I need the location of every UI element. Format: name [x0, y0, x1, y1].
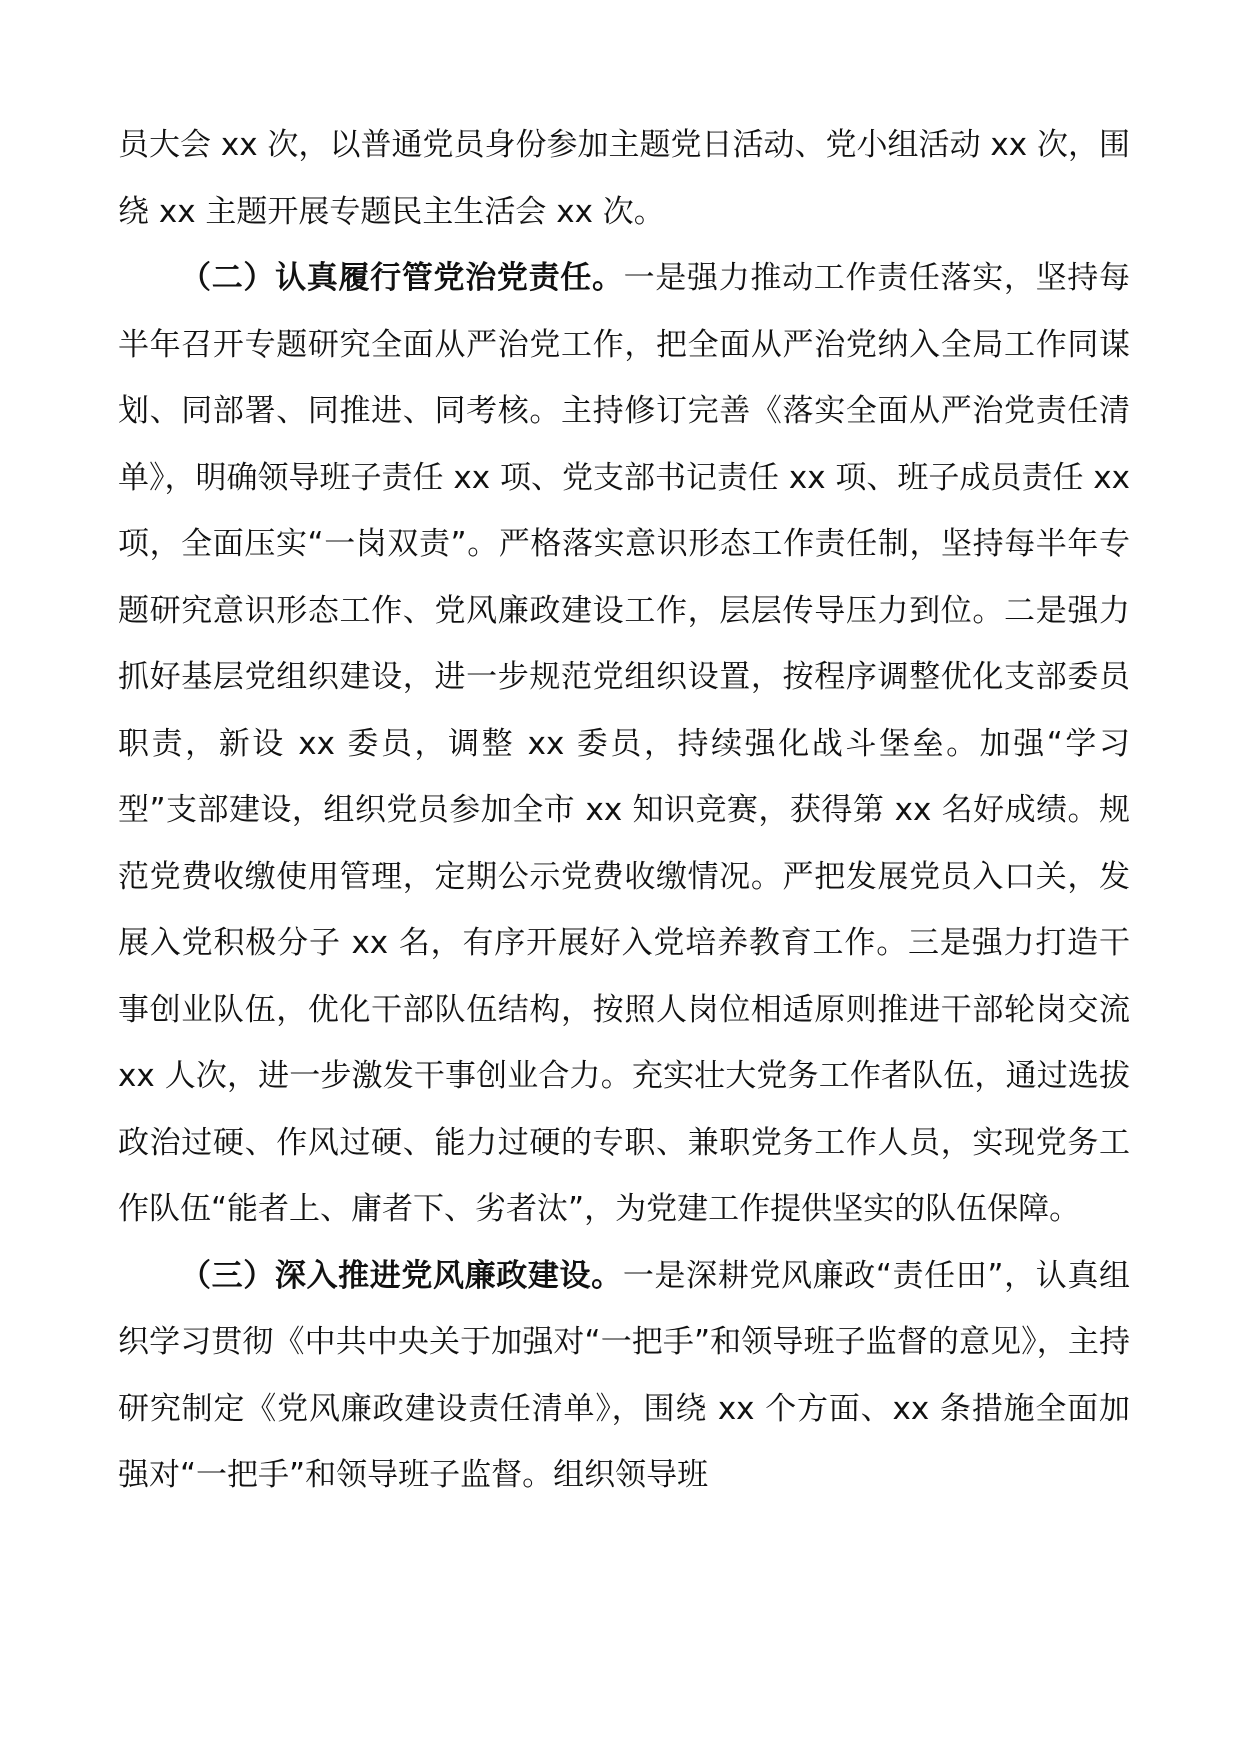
paragraph-section-2	[118, 245, 1130, 1243]
paragraph-text: 一是强力推动工作责任落实，坚持每半年召开专题研究全面从严治党工作，把全面从严治党纳入全局工作同谋划、同部署、同推进、同考核。主持修订完善《落实全面从严治党责任清单》，明确领导班子责任 xx 项、党支部书记责任 xx 项、班子成员责任 xx 项，全面压实“一岗双责”。严格落实意识形态工作责任制，坚持每半年专题研究意识形态工作、党风廉政建设工作，层层传导压力到位。二是强力抓好基层党组织建设，进一步规范党组织设置，按程序调整优化支部委员职责，新设 xx 委员，调整 xx 委员，持续强化战斗堡垒。加强“学习型”支部建设，组织党员参加全市 xx 知识竞赛，获得第 xx 名好成绩。规范党费收缴使用管理，定期公示党费收缴情况。严把发展党员入口关，发展入党积极分子 xx 名，有序开展好入党培养教育工作。三是强力打造干事创业队伍，优化干部队伍结构，按照人岗位相适原则推进干部轮岗交流 xx 人次，进一步激发干事创业合力。充实壮大党务工作者队伍，通过选拔政治过硬、作风过硬、能力过硬的专职、兼职党务工作人员，实现党务工作队伍“能者上、庸者下、劣者汰”，为党建工作提供坚实的队伍保障。	[118, 260, 1130, 1227]
paragraph-continuation	[118, 112, 1130, 245]
document-body	[118, 112, 1130, 1509]
section-heading: （二）认真履行管党治党责任。	[180, 260, 624, 296]
paragraph-text: 一是深耕党风廉政“责任田”，认真组织学习贯彻《中共中央关于加强对“一把手”和领导班子监督的意见》，主持研究制定《党风廉政建设责任清单》，围绕 xx 个方面、xx 条措施全面加强对“一把手”和领导班子监督。组织领导班	[118, 1257, 1130, 1493]
paragraph-text: 员大会 xx 次，以普通党员身份参加主题党日活动、党小组活动 xx 次，围绕 xx 主题开展专题民主生活会 xx 次。	[118, 127, 1130, 230]
paragraph-section-3	[118, 1243, 1130, 1509]
section-heading: （三）深入推进党风廉政建设。	[180, 1257, 623, 1294]
